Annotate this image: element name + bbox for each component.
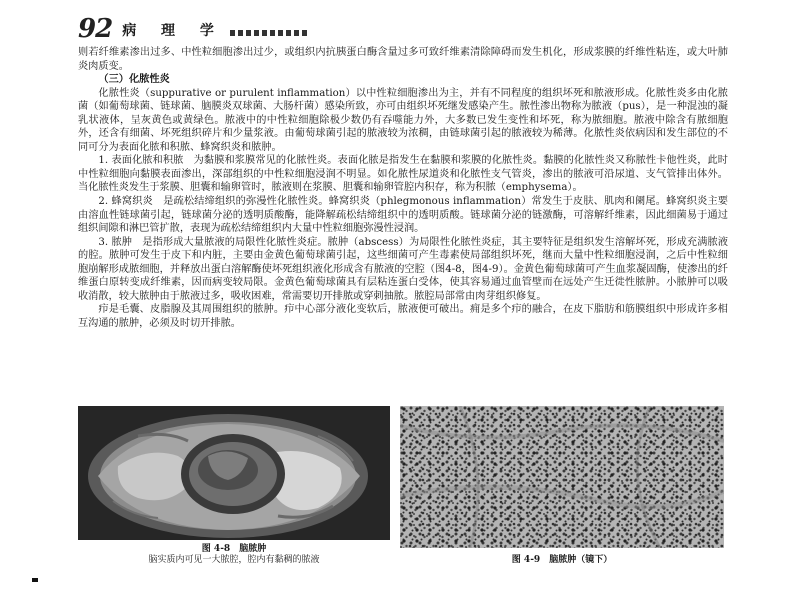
header-rule bbox=[230, 30, 310, 36]
paragraph-surface-suppuration: 1. 表面化脓和积脓 为黏膜和浆膜常见的化脓性炎。表面化脓是指发生在黏膜和浆膜的化脓性炎。黏膜的化脓性炎又称脓性卡他性炎，此时中性粒细胞向黏膜表面渗出，深部组织的中性粒细胞浸润不明显。如化脓性尿道炎和化脓性支气管炎，渗出的脓液可沿尿道、支气管排出体外。当化脓性炎发生于浆膜、胆囊和输卵管时，脓液则在浆膜、胆囊和输卵管腔内积存，称为积脓（emphysema）。 bbox=[78, 155, 728, 194]
book-page bbox=[78, 14, 728, 574]
brain-abscess-micrograph bbox=[400, 406, 724, 548]
body-text bbox=[78, 46, 728, 330]
paragraph-continued: 则若纤维素渗出过多、中性粒细胞渗出过少，或组织内抗胰蛋白酶含量过多可致纤维素清除障碍而发生机化，形成浆膜的纤维性粘连，或大叶肺炎肉质变。 bbox=[78, 47, 728, 72]
paragraph-abscess: 3. 脓肿 是指形成大量脓液的局限性化脓性炎症。脓肿（abscess）为局限性化脓性炎症，其主要特征是组织发生溶解坏死，形成充满脓液的腔。脓肿可发生于皮下和内脏，主要由金黄色葡萄球菌引起，这些细菌可产生毒素使局部组织坏死，继而大量中性粒细胞浸润，之后中性粒细胞崩解形成脓细胞，并释放出蛋白溶解酶使坏死组织液化形成含有脓液的空腔（图4-8，图4-9）。金黄色葡萄球菌可产生血浆凝固酶，使渗出的纤维蛋白原转变成纤维素，因而病变较局限。金黄色葡萄球菌具有层粘连蛋白受体，使其容易通过血管壁而在远处产生迁徙性脓肿。小脓肿可以吸收消散，较大脓肿由于脓液过多，吸收困难，常需要切开排脓或穿刺抽脓。脓腔局部常由肉芽组织修复。 bbox=[78, 236, 728, 302]
page-number: 92 bbox=[78, 14, 113, 44]
book-title: 病 理 学 bbox=[122, 23, 224, 39]
paragraph-furuncle: 疖是毛囊、皮脂腺及其周围组织的脓肿。疖中心部分液化变软后，脓液便可破出。痈是多个疖的融合，在皮下脂肪和筋膜组织中形成许多相互沟通的脓肿，必须及时切开排脓。 bbox=[78, 304, 728, 329]
footer-mark bbox=[32, 578, 38, 582]
brain-abscess-photo bbox=[78, 406, 390, 540]
figure-4-8-note: 脑实质内可见一大脓腔，腔内有黏稠的脓液 bbox=[148, 555, 320, 565]
page-header bbox=[78, 14, 728, 44]
paragraph-phlegmon: 2. 蜂窝织炎 是疏松结缔组织的弥漫性化脓性炎。蜂窝织炎（phlegmonous inflammation）常发生于皮肤、肌肉和阑尾。蜂窝织炎主要由溶血性链球菌引起，链球菌分泌的透明质酸酶，能降解疏松结缔组织中的透明质酸。链球菌分泌的链激酶，可溶解纤维素，因此细菌易于通过组织间隙和淋巴管扩散，表现为疏松结缔组织内大量中性粒细胞弥漫性浸润。 bbox=[78, 196, 728, 235]
paragraph-suppurative: 化脓性炎（suppurative or purulent inflammation）以中性粒细胞渗出为主，并有不同程度的组织坏死和脓液形成。化脓性炎多由化脓菌（如葡萄球菌、链球菌、脑膜炎双球菌、大肠杆菌）感染所致，亦可由组织坏死继发感染产生。脓性渗出物称为脓液（pus），是一种混浊的凝乳状液体，呈灰黄色或黄绿色。脓液中的中性粒细胞除极少数仍有吞噬能力外，大多数已发生变性和坏死，称为脓细胞。脓液中除含有脓细胞外，还含有细菌、坏死组织碎片和少量浆液。由葡萄球菌引起的脓液较为浓稠，由链球菌引起的脓液较为稀薄。化脓性炎依病因和发生部位的不同可分为表面化脓和积脓、蜂窝织炎和脓肿。 bbox=[78, 87, 728, 153]
figure-4-9-caption: 图 4-9 脑脓肿（镜下） bbox=[511, 555, 613, 565]
figure-4-8-label: 图 4-8 脑脓肿 bbox=[201, 544, 267, 554]
section-heading: （三）化脓性炎 bbox=[98, 73, 170, 86]
figures-area bbox=[78, 406, 728, 566]
figure-4-8-caption bbox=[78, 544, 390, 566]
